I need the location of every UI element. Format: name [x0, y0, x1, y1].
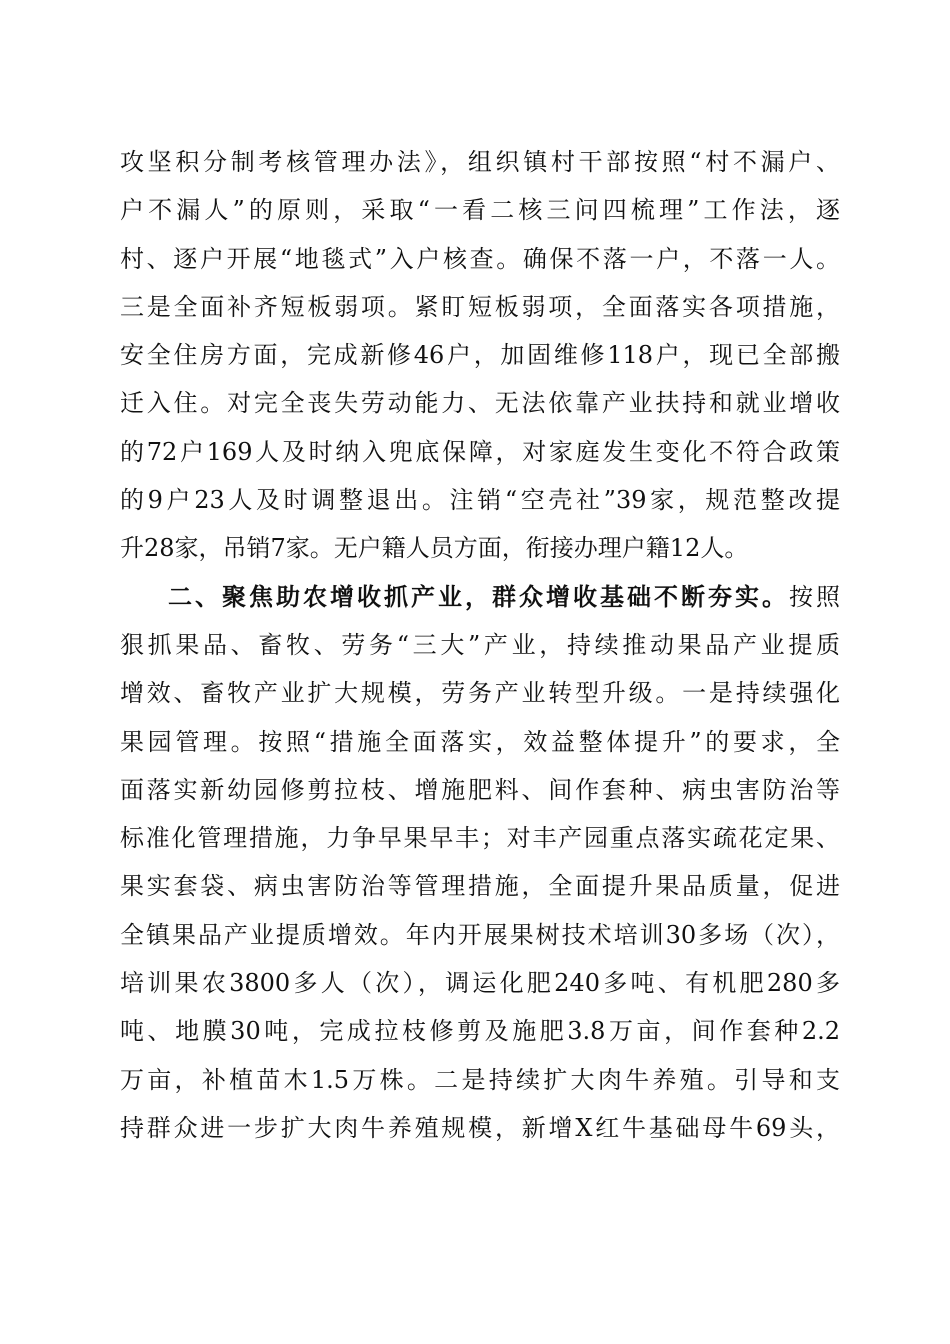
- section-heading: 二、聚焦助农增收抓产业，群众增收基础不断夯实。: [168, 581, 789, 611]
- paragraph-line: 三是全面补齐短板弱项。紧盯短板弱项，全面落实各项措施，: [120, 292, 840, 321]
- section-heading-line: [120, 573, 840, 621]
- paragraph-line: 户不漏人”的原则，采取“一看二核三问四梳理”工作法，逐: [120, 196, 840, 225]
- paragraph-line: 迁入住。对完全丧失劳动能力、无法依靠产业扶持和就业增收: [120, 389, 840, 418]
- paragraph-line: 果实套袋、病虫害防治等管理措施，全面提升果品质量，促进: [120, 872, 840, 901]
- paragraph-line: 增效、畜牧产业扩大规模，劳务产业转型升级。一是持续强化: [120, 679, 840, 708]
- paragraph-line: 面落实新幼园修剪拉枝、增施肥料、间作套种、病虫害防治等: [120, 775, 840, 804]
- paragraph-line: 持群众进一步扩大肉牛养殖规模，新增X红牛基础母牛69头，: [120, 1113, 840, 1142]
- paragraph-line: 培训果农3800多人（次），调运化肥240多吨、有机肥280多: [120, 969, 840, 998]
- paragraph-line: 全镇果品产业提质增效。年内开展果树技术培训30多场（次），: [120, 920, 840, 949]
- section-heading-tail: 按照: [789, 582, 840, 611]
- paragraph-line: 吨、地膜30吨，完成拉枝修剪及施肥3.8万亩，间作套种2.2: [120, 1017, 840, 1046]
- paragraph-line: 攻坚积分制考核管理办法》，组织镇村干部按照“村不漏户、: [120, 148, 840, 176]
- paragraph-line: 升28家，吊销7家。无户籍人员方面，衔接办理户籍12人。: [120, 534, 749, 563]
- paragraph-line: 果园管理。按照“措施全面落实，效益整体提升”的要求，全: [120, 727, 840, 756]
- document-body: [120, 138, 840, 1152]
- paragraph-line: 的9户23人及时调整退出。注销“空壳社”39家，规范整改提: [120, 486, 840, 515]
- paragraph-line: 的72户169人及时纳入兜底保障，对家庭发生变化不符合政策: [120, 437, 840, 466]
- paragraph-line: 标准化管理措施，力争早果早丰；对丰产园重点落实疏花定果、: [120, 824, 840, 853]
- paragraph-line: 万亩，补植苗木1.5万株。二是持续扩大肉牛养殖。引导和支: [120, 1065, 840, 1094]
- paragraph-line: 安全住房方面，完成新修46户，加固维修118户，现已全部搬: [120, 341, 840, 370]
- paragraph-line: 村、逐户开展“地毯式”入户核查。确保不落一户，不落一人。: [120, 244, 840, 273]
- paragraph-line: 狠抓果品、畜牧、劳务“三大”产业，持续推动果品产业提质: [120, 630, 840, 659]
